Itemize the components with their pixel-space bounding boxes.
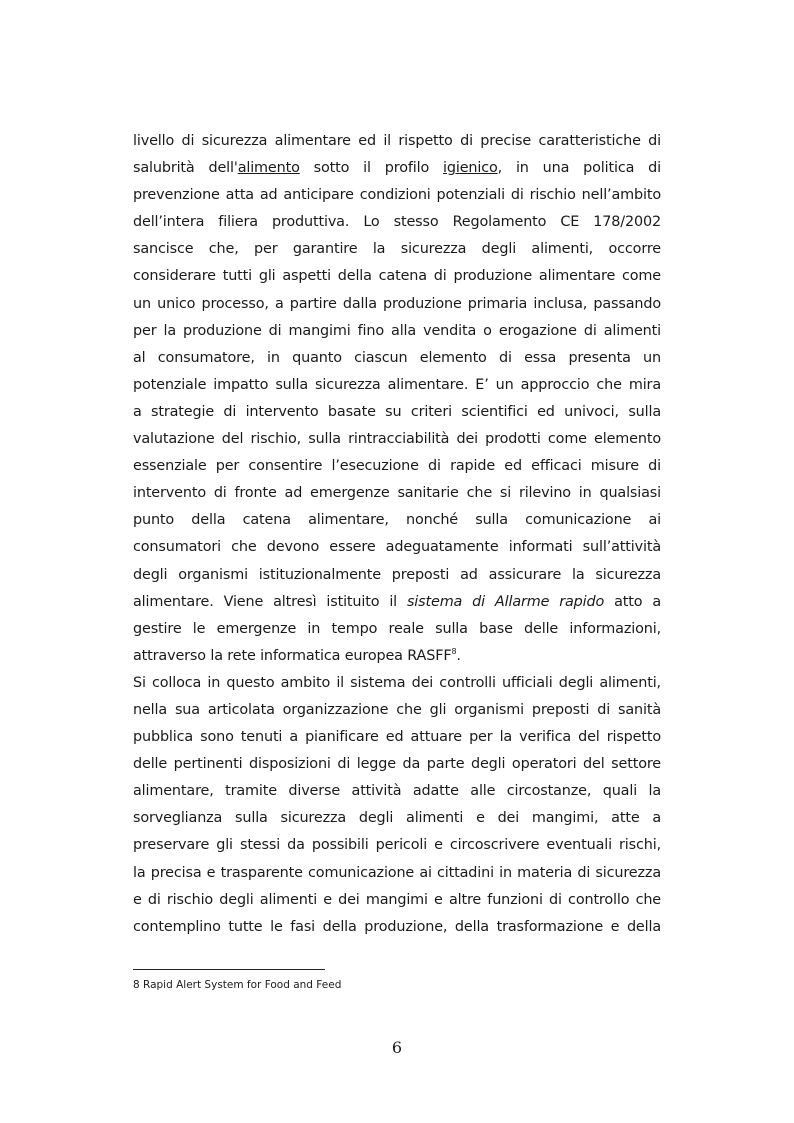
text-line: valutazione del rischio, sulla rintracciabilità dei prodotti come elemento — [133, 431, 661, 448]
text-line: a strategie di intervento basate su criteri scientifici ed univoci, sulla — [133, 403, 661, 420]
text-segment: , in una politica di — [497, 160, 661, 177]
link-igienico[interactable]: igienico — [443, 160, 498, 177]
text-line: prevenzione atta ad anticipare condizioni potenziali di rischio nell’ambito — [133, 187, 661, 204]
text-segment: salubrità dell' — [133, 160, 238, 177]
text-line: degli organismi istituzionalmente preposti ad assicurare la sicurezza — [133, 566, 661, 583]
text-line: Si colloca in questo ambito il sistema dei controlli ufficiali degli alimenti, — [133, 674, 661, 691]
text-line: un unico processo, a partire dalla produzione primaria inclusa, passando — [133, 295, 661, 312]
text-segment: . — [456, 647, 461, 664]
text-line: considerare tutti gli aspetti della catena di produzione alimentare come — [133, 268, 661, 285]
text-line: punto della catena alimentare, nonché sulla comunicazione ai — [133, 512, 661, 529]
text-line: delle pertinenti disposizioni di legge da parte degli operatori del settore — [133, 756, 661, 773]
text-line: alimentare, tramite diverse attività adatte alle circostanze, quali la — [133, 783, 661, 800]
text-line: potenziale impatto sulla sicurezza alimentare. E’ un approccio che mira — [133, 376, 661, 393]
page-number: 6 — [391, 1038, 403, 1057]
text-line: sancisce che, per garantire la sicurezza degli alimenti, occorre — [133, 241, 661, 258]
footnote-divider — [133, 969, 325, 970]
text-line: preservare gli stessi da possibili pericoli e circoscrivere eventuali rischi, — [133, 837, 661, 854]
text-line: sorveglianza sulla sicurezza degli alimenti e dei mangimi, atte a — [133, 810, 661, 827]
link-alimento[interactable]: alimento — [237, 160, 300, 177]
text-line: intervento di fronte ad emergenze sanitarie che si rilevino in qualsiasi — [133, 485, 661, 502]
text-line: gestire le emergenze in tempo reale sulla base delle informazioni, — [133, 620, 661, 637]
footnote: 8 Rapid Alert System for Food and Feed — [133, 979, 342, 991]
text-line — [133, 589, 661, 616]
text-line: essenziale per consentire l’esecuzione di rapide ed efficaci misure di — [133, 458, 661, 475]
text-line: per la produzione di mangimi fino alla vendita o erogazione di alimenti — [133, 322, 661, 339]
text-line: al consumatore, in quanto ciascun elemento di essa presenta un — [133, 349, 661, 366]
body-text — [133, 128, 661, 941]
text-line: livello di sicurezza alimentare ed il rispetto di precise caratteristiche di — [133, 133, 661, 149]
text-segment: attraverso la rete informatica europea RASFF — [133, 647, 452, 664]
text-line: consumatori che devono essere adeguatamente informati sull’attività — [133, 539, 661, 556]
text-line: e di rischio degli alimenti e dei mangimi e altre funzioni di controllo che — [133, 891, 661, 908]
text-segment: sotto il profilo — [299, 160, 444, 177]
text-line — [133, 643, 661, 670]
text-line — [133, 155, 661, 182]
italic-term: sistema di Allarme rapido — [406, 593, 605, 610]
text-line: dell’intera filiera produttiva. Lo stesso Regolamento CE 178/2002 — [133, 214, 661, 231]
text-line: contemplino tutte le fasi della produzione, della trasformazione e della — [133, 918, 661, 935]
text-line: la precisa e trasparente comunicazione ai cittadini in materia di sicurezza — [133, 864, 661, 881]
footnote-reference[interactable]: 8 — [451, 646, 457, 656]
text-segment: atto a — [604, 593, 662, 610]
text-segment: alimentare. Viene altresì istituito il — [133, 593, 407, 610]
text-line: pubblica sono tenuti a pianificare ed attuare per la verifica del rispetto — [133, 729, 661, 746]
text-line: nella sua articolata organizzazione che gli organismi preposti di sanità — [133, 701, 661, 718]
